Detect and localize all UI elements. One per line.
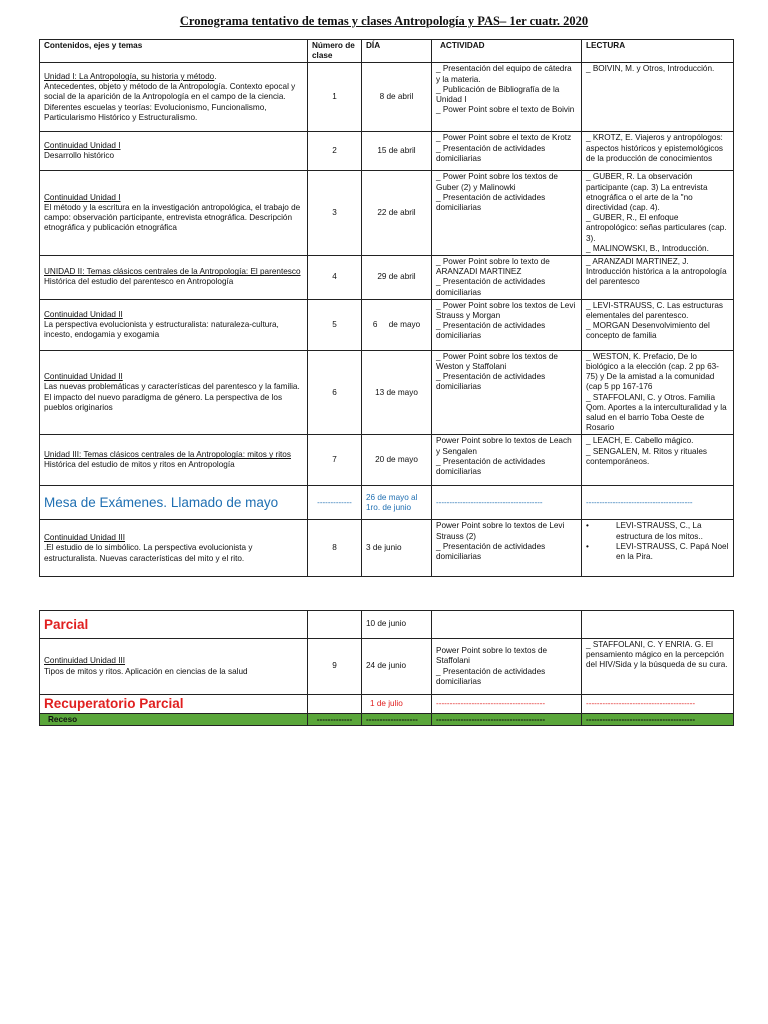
class-date: 8 de abril (362, 63, 432, 132)
unit-description: Tipos de mitos y ritos. Aplicación en ciencias de la salud (44, 666, 248, 676)
header-dia: DÍA (362, 40, 432, 63)
unit-description: La perspectiva evolucionista y estructuralista: naturaleza-cultura, incesto, endogamia y exogamia (44, 319, 279, 339)
header-contenidos: Contenidos, ejes y temas (40, 40, 308, 63)
recuperatorio-row (40, 695, 734, 714)
exam-label: Mesa de Exámenes. Llamado de mayo (40, 486, 308, 520)
row-contenido (40, 171, 308, 256)
unit-title: Unidad I: La Antropología, su historia y método (44, 71, 215, 81)
parcial-label: Parcial (40, 611, 308, 639)
unit-title: UNIDAD II: Temas clásicos centrales de la Antropología: El parentesco (44, 267, 301, 277)
table-row (40, 639, 734, 695)
table-row (40, 63, 734, 132)
receso-row (40, 714, 734, 726)
parcial-row (40, 611, 734, 639)
exam-number-placeholder: ------------- (308, 486, 362, 520)
unit-description: Histórica del estudio del parentesco en Antropología (44, 277, 234, 287)
parcial-reading (582, 611, 734, 639)
table-row (40, 171, 734, 256)
class-number: 2 (308, 132, 362, 171)
class-number: 7 (308, 435, 362, 486)
recuperatorio-reading-placeholder: ---------------------------------------- (582, 695, 734, 714)
parcial-activity (432, 611, 582, 639)
row-contenido (40, 435, 308, 486)
reading-text: _ GUBER, R. La observación participante (cap. 3) La entrevista etnográfica o el arte de la "no directividad (cap. 4). _ GUBER, R., El enfoque antropológico: señas particulares (cap. 3). _ MALINOWSKI, B., Introducción. (586, 172, 727, 253)
activity-text: Power Point sobre lo textos de Staffolani _ Presentación de actividades domiciliarias (436, 646, 548, 686)
unit-title: Continuidad Unidad I (44, 192, 121, 202)
activity-text: _ Presentación del equipo de cátedra y la materia. _ Publicación de Bibliografía de la Unidad I _ Power Point sobre el texto de Boivin (436, 64, 575, 115)
reading-text: _ ARANZADI MARTINEZ, J. Introducción histórica a la antropología del parentesco (586, 257, 727, 287)
class-date: 15 de abril (362, 132, 432, 171)
schedule-table-second (39, 610, 734, 726)
row-contenido (40, 299, 308, 350)
class-date: 6 de mayo (362, 299, 432, 350)
reading-text: _ STAFFOLANI, C. Y ENRIA. G. El pensamiento mágico en la percepción del HIV/Sida y la búsqueda de su cura. (586, 640, 728, 670)
class-date: 20 de mayo (362, 435, 432, 486)
class-number: 8 (308, 520, 362, 577)
activity-text: Power Point sobre lo textos de Leach y Sengalen _ Presentación de actividades domiciliarias (436, 436, 572, 477)
receso-date-placeholder: ------------------- (362, 714, 432, 726)
activity-text: _ Power Point sobre los textos de Guber (2) y Malinowki _ Presentación de actividades domiciliarias (436, 172, 558, 213)
class-reading (582, 256, 734, 300)
reading-text: _ LEVI-STRAUSS, C. Las estructuras elementales del parentesco. _ MORGAN Desenvolvimiento del concepto de familia (586, 300, 723, 341)
exam-date: 26 de mayo al 1ro. de junio (362, 486, 432, 520)
parcial-date: 10 de junio (362, 611, 432, 639)
receso-label: Receso (40, 714, 308, 726)
unit-title: Continuidad Unidad II (44, 372, 123, 382)
reading-text: _ LEACH, E. Cabello mágico. _ SENGALEN, M. Ritos y rituales contemporáneos. (586, 436, 708, 466)
class-activity (432, 435, 582, 486)
recuperatorio-number (308, 695, 362, 714)
row-contenido (40, 132, 308, 171)
class-reading (582, 63, 734, 132)
activity-text: _ Power Point sobre lo texto de ARANZADI MARTINEZ _ Presentación de actividades domiciliarias (436, 257, 550, 297)
unit-title: Unidad III: Temas clásicos centrales de la Antropología: mitos y ritos (44, 450, 291, 460)
class-number: 5 (308, 299, 362, 350)
class-activity (432, 639, 582, 695)
parcial-number (308, 611, 362, 639)
activity-text: Power Point sobre lo textos de Levi Strauss (2) _ Presentación de actividades domiciliarias (436, 521, 565, 562)
unit-description: Las nuevas problemáticas y características del parentesco y la familia. El impacto del nuevo paradigma de género. La perspectiva de los pueblos originarios (44, 382, 300, 412)
exam-activity-placeholder: ---------------------------------------- (432, 486, 582, 520)
exam-reading-placeholder: ---------------------------------------- (582, 486, 734, 520)
class-reading (582, 435, 734, 486)
exam-row (40, 486, 734, 520)
class-date: 13 de mayo (362, 350, 432, 435)
reading-text: LEVI-STRAUSS, C. Papá Noel en la Pira. (616, 541, 729, 562)
class-number: 6 (308, 350, 362, 435)
document-title: Cronograma tentativo de temas y clases Antropología y PAS– 1er cuatr. 2020 (179, 14, 589, 28)
reading-text: _ BOIVIN, M. y Otros, Introducción. (586, 64, 715, 74)
row-contenido (40, 520, 308, 577)
header-numero: Número de clase (308, 40, 362, 63)
class-number: 4 (308, 256, 362, 300)
receso-reading-placeholder: ---------------------------------------- (582, 714, 734, 726)
reading-text: _ KROTZ, E. Viajeros y antropólogos: aspectos históricos y epistemológicos de la producción de conocimientos (586, 133, 723, 163)
activity-text: _ Power Point sobre los textos de Levi Strauss y Morgan _ Presentación de actividades domiciliarias (436, 300, 576, 341)
unit-title: Continuidad Unidad II (44, 309, 123, 319)
class-number: 9 (308, 639, 362, 695)
class-reading (582, 171, 734, 256)
receso-number-placeholder: ------------- (308, 714, 362, 726)
activity-text: _ Power Point sobre los textos de Weston y Staffolani _ Presentación de actividades domiciliarias (436, 351, 558, 392)
recuperatorio-date: 1 de julio (362, 695, 432, 714)
class-number: 1 (308, 63, 362, 132)
table-row (40, 435, 734, 486)
receso-activity-placeholder: ---------------------------------------- (432, 714, 582, 726)
row-contenido (40, 350, 308, 435)
table-row (40, 520, 734, 577)
reading-text: _ WESTON, K. Prefacio, De lo biológico a la elección (cap. 2 pp 63-75) y De la amistad a la comunidad (cap 5 pp 167-176 _ STAFFOLANI, C. y Otros. Familia Qom. Aportes a la interculturalidad y la salud en el barrio Toba Oeste de Rosario (586, 351, 727, 433)
schedule-table (39, 39, 734, 577)
unit-title-suffix: . (214, 71, 217, 81)
class-reading (582, 520, 734, 577)
class-reading (582, 639, 734, 695)
unit-title: Continuidad Unidad I (44, 141, 121, 151)
table-row (40, 256, 734, 300)
class-activity (432, 350, 582, 435)
reading-text: LEVI-STRAUSS, C., La estructura de los mitos.. (616, 521, 703, 541)
class-date: 3 de junio (362, 520, 432, 577)
unit-description: .El estudio de lo simbólico. La perspectiva evolucionista y estructuralista. Nuevas características del mito y el rito. (44, 543, 253, 563)
unit-description: Desarrollo histórico (44, 151, 115, 161)
reading-bullet-item (586, 521, 729, 541)
class-date: 29 de abril (362, 256, 432, 300)
unit-description: Antecedentes, objeto y método de la Antropología. Contexto epocal y social de la aparición de la Antropología en el campo de la ciencia. Diferentes escuelas y teorías: Evolucionismo, Funcionalismo, Particularismo Histórico y Estructuralismo. (44, 82, 296, 122)
class-activity (432, 171, 582, 256)
row-contenido (40, 63, 308, 132)
activity-text: _ Power Point sobre el texto de Krotz _ Presentación de actividades domiciliarias (436, 133, 572, 163)
class-activity (432, 520, 582, 577)
class-activity (432, 299, 582, 350)
class-date: 24 de junio (362, 639, 432, 695)
class-activity (432, 63, 582, 132)
table-row (40, 299, 734, 350)
unit-description: El método y la escritura en la investigación antropológica, el trabajo de campo: observación participante, entrevista etnográfica. Descripción etnográfica y publicación etnográfica (44, 203, 301, 233)
recuperatorio-label: Recuperatorio Parcial (40, 695, 308, 714)
class-reading (582, 132, 734, 171)
unit-description: Histórica del estudio de mitos y ritos en Antropología (44, 460, 235, 470)
table-row (40, 132, 734, 171)
bullet-glyph: • (586, 521, 589, 531)
table-header-row (40, 40, 734, 63)
class-activity (432, 132, 582, 171)
bullet-glyph: • (586, 541, 589, 551)
unit-title: Continuidad Unidad III (44, 533, 126, 543)
class-activity (432, 256, 582, 300)
class-reading (582, 350, 734, 435)
reading-bullet-item (586, 542, 729, 562)
recuperatorio-activity-placeholder: ---------------------------------------- (432, 695, 582, 714)
header-lectura: LECTURA (582, 40, 734, 63)
header-actividad: ACTIVIDAD (432, 40, 582, 63)
unit-title: Continuidad Unidad III (44, 656, 126, 666)
row-contenido (40, 256, 308, 300)
row-contenido (40, 639, 308, 695)
class-number: 3 (308, 171, 362, 256)
class-date: 22 de abril (362, 171, 432, 256)
class-reading (582, 299, 734, 350)
table-row (40, 350, 734, 435)
